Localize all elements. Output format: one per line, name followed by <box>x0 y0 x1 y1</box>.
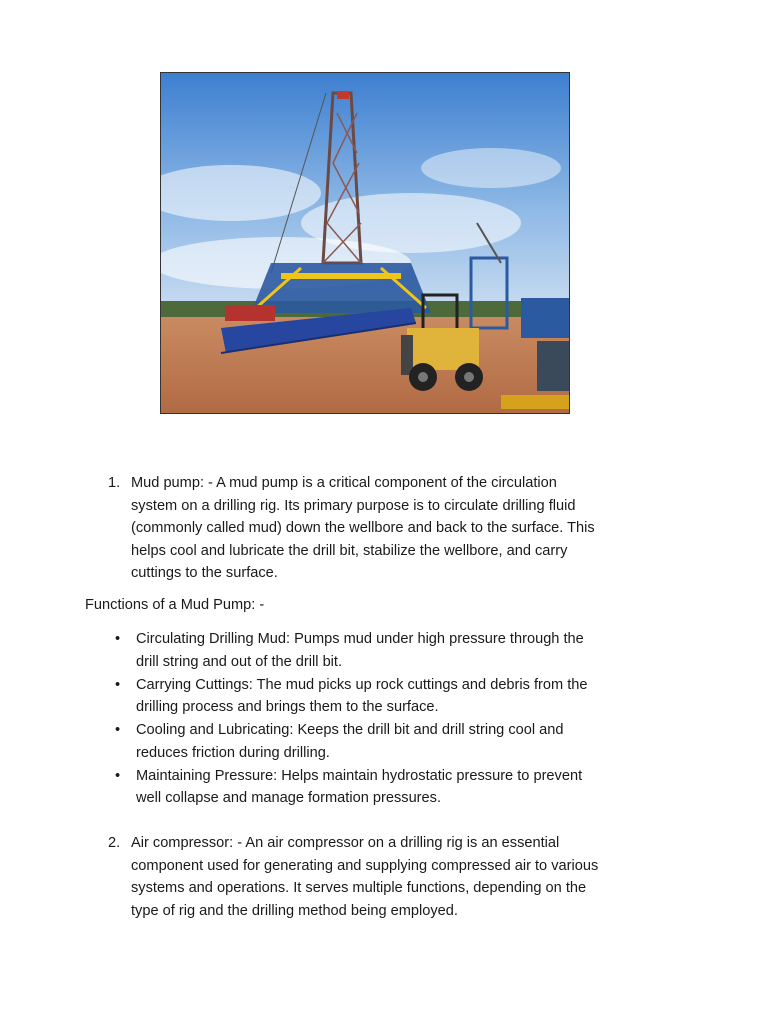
list-item <box>113 765 633 810</box>
text-line: Maintaining Pressure: Helps maintain hydrostatic pressure to prevent <box>136 767 583 784</box>
functions-heading: Functions of a Mud Pump: - <box>85 597 265 613</box>
numbered-item-mud-pump <box>108 472 628 585</box>
text-line: reduces friction during drilling. <box>136 744 330 761</box>
list-item <box>113 719 633 764</box>
text-line: helps cool and lubricate the drill bit, stabilize the wellbore, and carry <box>131 542 568 559</box>
text-line: drilling process and brings them to the surface. <box>136 699 439 715</box>
list-item <box>113 674 633 719</box>
numbered-item-air-compressor <box>108 832 628 922</box>
bullet-icon: • <box>115 631 121 647</box>
item-body <box>131 472 628 585</box>
text-line: drill string and out of the drill bit. <box>136 653 343 670</box>
text-line: system on a drilling rig. Its primary purpose is to circulate drilling fluid <box>131 497 576 514</box>
bullet-icon: • <box>115 676 121 693</box>
functions-list <box>113 628 633 810</box>
text-line: Cooling and Lubricating: Keeps the drill bit and drill string cool and <box>136 722 564 738</box>
item-number: 1. <box>108 475 121 491</box>
text-line: cuttings to the surface. <box>131 565 278 581</box>
text-line: component used for generating and supplying compressed air to various <box>131 857 599 874</box>
item-number: 2. <box>108 835 121 851</box>
text-line: Mud pump: - A mud pump is a critical component of the circulation <box>131 475 557 491</box>
item-body <box>131 832 628 922</box>
list-item <box>113 628 633 673</box>
bullet-icon: • <box>115 722 121 738</box>
text-line: type of rig and the drilling method being employed. <box>131 902 458 919</box>
text-line: Carrying Cuttings: The mud picks up rock cuttings and debris from the <box>136 676 588 693</box>
text-line: Circulating Drilling Mud: Pumps mud under high pressure through the <box>136 631 584 647</box>
text-line: (commonly called mud) down the wellbore and back to the surface. This <box>131 520 595 536</box>
bullet-icon: • <box>115 767 121 784</box>
text-line: systems and operations. It serves multiple functions, depending on the <box>131 880 587 896</box>
text-line: Air compressor: - An air compressor on a drilling rig is an essential <box>131 835 560 851</box>
drilling-rig-photo <box>160 72 570 414</box>
text-line: well collapse and manage formation pressures. <box>136 790 442 806</box>
